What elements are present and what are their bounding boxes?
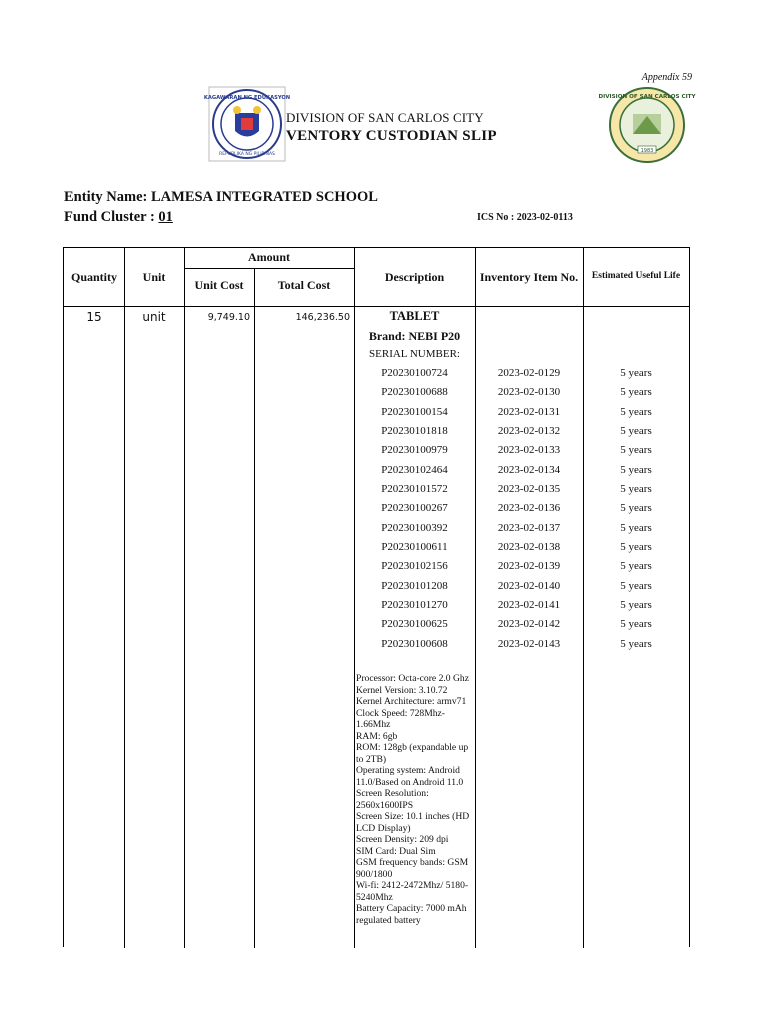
inventory-table bbox=[63, 247, 690, 947]
useful-life: 5 years bbox=[620, 425, 652, 438]
inventory-item-number: 2023-02-0131 bbox=[497, 405, 561, 418]
useful-life: 5 years bbox=[620, 618, 652, 631]
row-unit: unit bbox=[142, 310, 166, 324]
appendix-label: Appendix 59 bbox=[641, 72, 692, 83]
header-estimated-useful-life: Estimated Useful Life bbox=[591, 271, 681, 281]
svg-text:KAGAWARAN NG EDUKASYON: KAGAWARAN NG EDUKASYON bbox=[203, 95, 291, 101]
col-divider bbox=[254, 268, 255, 948]
header-total-cost: Total Cost bbox=[277, 278, 331, 292]
serial-number: P20230100979 bbox=[381, 444, 448, 457]
row-divider bbox=[64, 306, 689, 307]
useful-life: 5 years bbox=[620, 637, 652, 650]
fund-cluster-label: Fund Cluster : bbox=[64, 209, 159, 225]
inventory-item-number: 2023-02-0134 bbox=[497, 463, 561, 476]
item-brand: Brand: NEBI P20 bbox=[368, 329, 461, 343]
inventory-item-number: 2023-02-0136 bbox=[497, 502, 561, 515]
deped-seal-logo bbox=[203, 86, 291, 162]
row-total-cost: 146,236.50 bbox=[295, 312, 350, 323]
useful-life: 5 years bbox=[620, 367, 652, 379]
inventory-item-number: 2023-02-0139 bbox=[497, 560, 561, 573]
inventory-item-number: 2023-02-0133 bbox=[497, 444, 561, 457]
serial-number: P20230102156 bbox=[381, 560, 448, 573]
col-divider bbox=[184, 248, 185, 948]
spec-line: Clock Speed: 728Mhz-1.66Mhz bbox=[356, 707, 445, 730]
useful-life: 5 years bbox=[620, 463, 652, 476]
useful-life: 5 years bbox=[620, 541, 652, 554]
inventory-item-number: 2023-02-0143 bbox=[497, 637, 561, 650]
serial-number: P20230100688 bbox=[381, 386, 448, 399]
header-unit-cost: Unit Cost bbox=[194, 278, 244, 292]
inventory-item-number: 2023-02-0129 bbox=[497, 367, 561, 379]
useful-life: 5 years bbox=[620, 483, 652, 496]
fund-cluster-value: 01 bbox=[158, 209, 173, 225]
header-inventory-item-no: Inventory Item No. bbox=[479, 270, 579, 284]
inventory-item-number: 2023-02-0141 bbox=[497, 599, 561, 612]
spec-line: Wi-fi: 2412-2472Mhz/ 5180-5240Mhz bbox=[356, 880, 469, 903]
serial-number-label: SERIAL NUMBER: bbox=[369, 348, 460, 360]
header-unit: Unit bbox=[142, 270, 166, 284]
useful-life: 5 years bbox=[620, 579, 652, 592]
serial-number: P20230100392 bbox=[381, 521, 448, 534]
serial-number: P20230101572 bbox=[381, 483, 448, 496]
spec-line: GSM frequency bands: GSM 900/1800 bbox=[356, 857, 469, 880]
inventory-item-number: 2023-02-0135 bbox=[497, 483, 561, 496]
serial-number: P20230101270 bbox=[381, 599, 448, 612]
division-name: DIVISION OF SAN CARLOS CITY bbox=[286, 110, 484, 125]
specifications-list bbox=[356, 673, 476, 926]
inventory-item-number: 2023-02-0132 bbox=[497, 425, 561, 438]
entity-name: Entity Name: LAMESA INTEGRATED SCHOOL bbox=[64, 189, 378, 205]
item-name: TABLET bbox=[389, 309, 440, 323]
useful-life: 5 years bbox=[620, 444, 652, 457]
division-seal-logo bbox=[598, 86, 696, 164]
serial-number: P20230100608 bbox=[381, 637, 448, 650]
svg-text:1983: 1983 bbox=[640, 148, 654, 154]
spec-line: Kernel Architecture: armv71 bbox=[356, 696, 467, 707]
useful-life: 5 years bbox=[620, 599, 652, 612]
serial-number: P20230101208 bbox=[381, 579, 448, 592]
inventory-item-number: 2023-02-0142 bbox=[497, 618, 561, 631]
serial-number: P20230100154 bbox=[381, 405, 448, 418]
spec-line: RAM: 6gb bbox=[356, 730, 398, 742]
spec-line: Kernel Version: 3.10.72 bbox=[356, 684, 448, 696]
useful-life: 5 years bbox=[620, 560, 652, 573]
serial-number: P20230100724 bbox=[381, 367, 448, 379]
col-divider bbox=[124, 248, 125, 948]
document-title: VENTORY CUSTODIAN SLIP bbox=[286, 128, 497, 144]
useful-life: 5 years bbox=[620, 521, 652, 534]
row-divider bbox=[184, 268, 354, 269]
inventory-item-number: 2023-02-0130 bbox=[497, 386, 561, 399]
serial-number: P20230102464 bbox=[381, 463, 448, 476]
row-unit-cost: 9,749.10 bbox=[207, 312, 250, 323]
svg-text:REPUBLIKA NG PILIPINAS: REPUBLIKA NG PILIPINAS bbox=[219, 152, 275, 157]
spec-line: ROM: 128gb (expandable up to 2TB) bbox=[356, 742, 469, 765]
serial-number-list bbox=[354, 364, 475, 654]
inventory-item-number: 2023-02-0140 bbox=[497, 579, 561, 592]
spec-line: Processor: Octa-core 2.0 Ghz bbox=[356, 673, 469, 684]
useful-life: 5 years bbox=[620, 386, 652, 399]
header-description: Description bbox=[384, 270, 445, 284]
serial-number: P20230100611 bbox=[381, 541, 448, 554]
spec-line: Screen Density: 209 dpi bbox=[356, 834, 449, 845]
useful-life: 5 years bbox=[620, 405, 652, 418]
spec-line: Battery Capacity: 7000 mAh regulated battery bbox=[356, 903, 467, 926]
inventory-item-number: 2023-02-0137 bbox=[497, 521, 561, 534]
row-quantity: 15 bbox=[86, 310, 102, 324]
ics-number: ICS No : 2023-02-0113 bbox=[477, 212, 573, 223]
spec-line: Screen Size: 10.1 inches (HD LCD Display) bbox=[356, 811, 470, 834]
serial-number: P20230100267 bbox=[381, 502, 448, 515]
spec-line: SIM Card: Dual Sim bbox=[356, 845, 436, 857]
serial-number: P20230100625 bbox=[381, 618, 448, 631]
inventory-number-list bbox=[475, 364, 583, 654]
useful-life-list bbox=[583, 364, 689, 654]
useful-life: 5 years bbox=[620, 502, 652, 515]
serial-number: P20230101818 bbox=[381, 425, 448, 438]
fund-cluster bbox=[64, 209, 173, 226]
spec-line: Operating system: Android 11.0/Based on Android 11.0 bbox=[356, 765, 464, 788]
inventory-item-number: 2023-02-0138 bbox=[497, 541, 561, 554]
header-quantity: Quantity bbox=[70, 270, 117, 284]
header-amount: Amount bbox=[247, 250, 290, 264]
spec-line: Screen Resolution: 2560x1600IPS bbox=[356, 788, 429, 811]
svg-text:DIVISION OF SAN CARLOS CITY: DIVISION OF SAN CARLOS CITY bbox=[598, 94, 696, 100]
